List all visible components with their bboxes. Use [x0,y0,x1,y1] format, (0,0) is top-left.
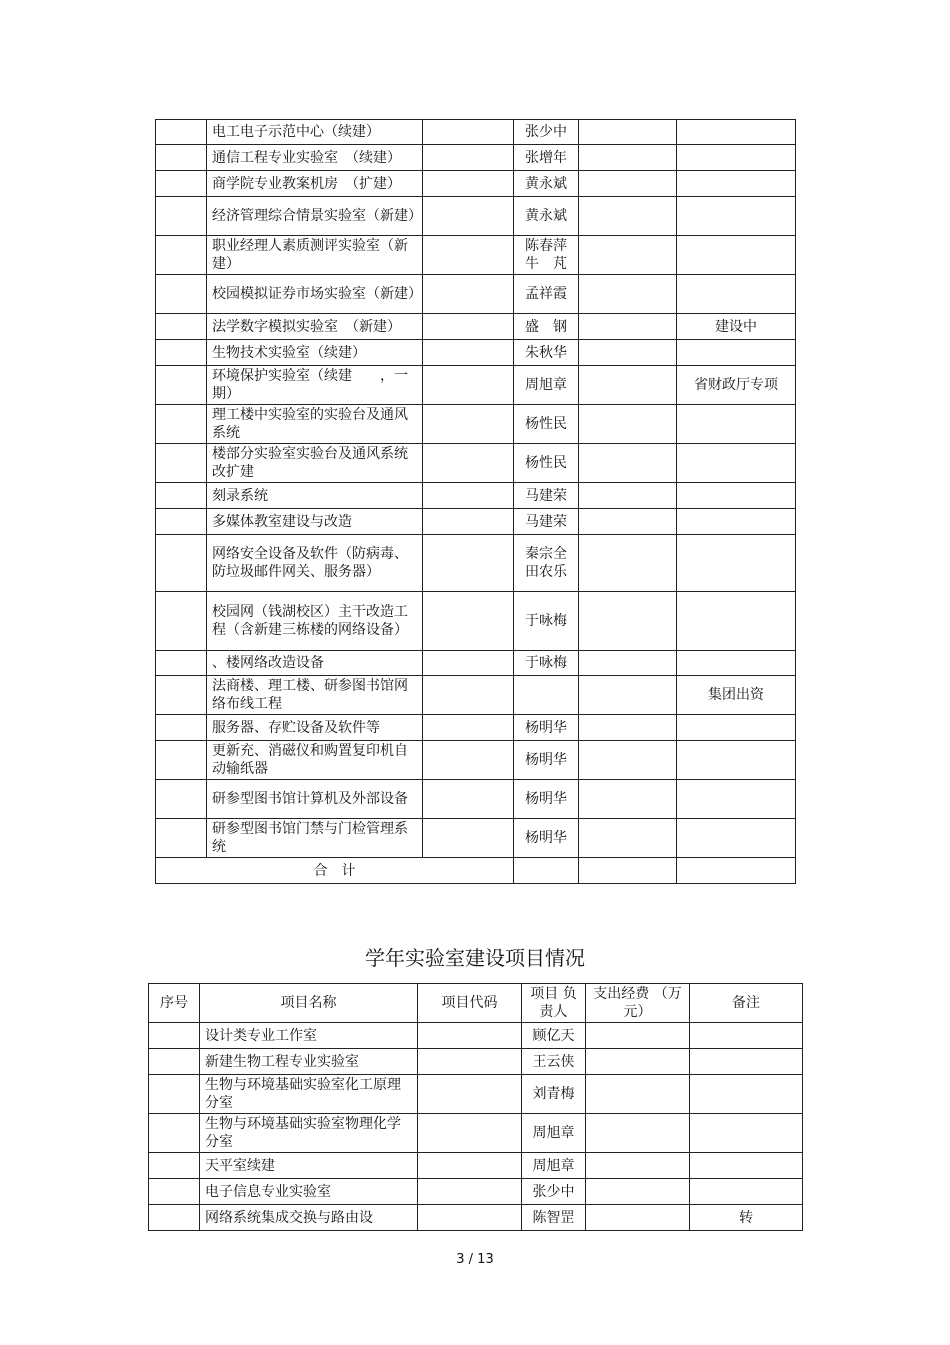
cell-cost [586,1114,690,1153]
cell-note [677,405,796,444]
table-row [156,741,796,780]
cell-cost [579,715,677,741]
cell-project-name: 新建生物工程专业实验室 [200,1049,418,1075]
cell-num [156,483,207,509]
cell-project-code [418,1179,522,1205]
project-table-body [149,984,803,1231]
cell-project-name: 电子信息专业实验室 [200,1179,418,1205]
table-row [149,1114,803,1153]
cell-project-code [423,819,514,858]
cell-person: 杨性民 [514,444,579,483]
table-row [156,366,796,405]
cell-project-name: 校园网（钱湖校区）主干改造工程（含新建三栋楼的网络设备） [207,592,423,651]
cell-note: 转 [690,1205,803,1231]
table-row [156,509,796,535]
cell-project-name: 理工楼中实验室的实验台及通风系统 [207,405,423,444]
cell-note [677,651,796,676]
cell-person: 杨明华 [514,780,579,819]
cell-project-code [423,314,514,340]
total-label: 合 计 [156,858,514,884]
table-row [156,340,796,366]
cell-cost [579,592,677,651]
cell-project-code [418,1049,522,1075]
cell-note [677,145,796,171]
cell-person: 秦宗全 田农乐 [514,535,579,592]
cell-note [677,120,796,145]
cell-project-name: 法学数字模拟实验室 （新建） [207,314,423,340]
cell-num [156,366,207,405]
cell-project-name: 生物与环境基础实验室物理化学分室 [200,1114,418,1153]
cell-cost [579,780,677,819]
cell-num [156,197,207,236]
project-table [148,983,803,1231]
cell-cost [586,1153,690,1179]
table-row [149,1023,803,1049]
table-row [156,676,796,715]
table-row [156,197,796,236]
cell-project-code [418,1205,522,1231]
cell-cost [579,275,677,314]
cell-project-code [423,651,514,676]
cell-project-code [423,197,514,236]
cell-cost [579,120,677,145]
cell-num [156,340,207,366]
cell-cost [579,509,677,535]
page-number: 3 / 13 [456,1252,494,1267]
cell-num [156,535,207,592]
cell-project-name: 网络安全设备及软件（防病毒、防垃圾邮件网关、服务器） [207,535,423,592]
table-row [156,444,796,483]
total-row [156,858,796,884]
cell-cost [579,676,677,715]
cell-project-code [423,145,514,171]
cell-num [149,1049,200,1075]
cell-person: 陈春萍 牛 芃 [514,236,579,275]
cell-note [677,197,796,236]
cell-cost [579,405,677,444]
total-person [514,858,579,884]
table-row [156,275,796,314]
cell-cost [579,366,677,405]
cell-cost [579,314,677,340]
header-note: 备注 [690,984,803,1023]
cell-person: 孟祥霞 [514,275,579,314]
cell-note [690,1114,803,1153]
cell-person: 张增年 [514,145,579,171]
cell-cost [579,236,677,275]
cell-note [690,1179,803,1205]
cell-num [156,405,207,444]
cell-person: 陈智罡 [522,1205,586,1231]
cell-project-name: 法商楼、理工楼、研参图书馆网络布线工程 [207,676,423,715]
cell-project-code [418,1075,522,1114]
cell-num [156,780,207,819]
cell-num [149,1153,200,1179]
cell-note: 省财政厅专项 [677,366,796,405]
header-cost: 支出经费 （万元） [586,984,690,1023]
cell-cost [579,483,677,509]
cell-num [156,314,207,340]
table-row [156,535,796,592]
cell-project-code [423,780,514,819]
cell-cost [586,1205,690,1231]
cell-person: 杨性民 [514,405,579,444]
cell-num [156,275,207,314]
cell-project-name: 通信工程专业实验室 （续建） [207,145,423,171]
cell-project-code [423,715,514,741]
cell-note: 建设中 [677,314,796,340]
cell-note [677,483,796,509]
cell-num [156,592,207,651]
header-project-code: 项目代码 [418,984,522,1023]
cell-project-name: 刻录系统 [207,483,423,509]
cell-project-name: 网络系统集成交换与路由设 [200,1205,418,1231]
cell-project-code [423,592,514,651]
cell-project-name: 研参型图书馆门禁与门检管理系统 [207,819,423,858]
cell-project-name: 职业经理人素质测评实验室（新建） [207,236,423,275]
table-row [156,171,796,197]
project-table-continued [155,119,796,884]
cell-project-code [418,1023,522,1049]
cell-note [677,340,796,366]
cell-num [156,651,207,676]
table-row [156,314,796,340]
total-cost [579,858,677,884]
cell-person: 于咏梅 [514,651,579,676]
header-project-name: 项目名称 [200,984,418,1023]
cell-note [690,1075,803,1114]
cell-num [149,1114,200,1153]
table-row [156,819,796,858]
cell-person: 张少中 [514,120,579,145]
cell-project-name: 、楼网络改造设备 [207,651,423,676]
cell-person: 朱秋华 [514,340,579,366]
cell-num [149,1205,200,1231]
cell-project-name: 校园模拟证券市场实验室（新建） [207,275,423,314]
table-row [156,651,796,676]
table-row [156,405,796,444]
cell-note [690,1023,803,1049]
cell-num [156,676,207,715]
cell-person: 马建荣 [514,483,579,509]
cell-note [677,236,796,275]
cell-person: 周旭章 [522,1114,586,1153]
header-row [149,984,803,1023]
cell-person: 周旭章 [514,366,579,405]
cell-note [677,509,796,535]
cell-num [156,444,207,483]
cell-project-code [423,535,514,592]
cell-note [677,592,796,651]
cell-project-code [423,676,514,715]
cell-project-name: 生物技术实验室（续建） [207,340,423,366]
cell-person: 刘青梅 [522,1075,586,1114]
cell-note [677,741,796,780]
cell-project-name: 研参型图书馆计算机及外部设备 [207,780,423,819]
cell-project-code [423,236,514,275]
cell-note [677,819,796,858]
cell-project-name: 电工电子示范中心（续建） [207,120,423,145]
cell-project-code [423,741,514,780]
cell-num [156,509,207,535]
cell-project-code [423,340,514,366]
cell-cost [586,1049,690,1075]
table-row [156,236,796,275]
cell-project-code [418,1153,522,1179]
section-title: 学年实验室建设项目情况 [365,946,585,970]
total-note [677,858,796,884]
cell-num [156,145,207,171]
cell-person: 盛 钢 [514,314,579,340]
cell-cost [586,1075,690,1114]
cell-note [677,171,796,197]
cell-num [156,741,207,780]
cell-cost [579,741,677,780]
cell-project-code [423,405,514,444]
table-row [156,780,796,819]
cell-project-code [418,1114,522,1153]
table-row [156,592,796,651]
cell-person: 张少中 [522,1179,586,1205]
cell-person: 马建荣 [514,509,579,535]
cell-project-name: 多媒体教室建设与改造 [207,509,423,535]
cell-person: 王云侠 [522,1049,586,1075]
cell-cost [579,171,677,197]
cell-project-name: 天平室续建 [200,1153,418,1179]
cell-person [514,676,579,715]
cell-person: 黄永斌 [514,171,579,197]
table-row [156,715,796,741]
cell-project-code [423,509,514,535]
cell-cost [579,651,677,676]
cell-cost [579,535,677,592]
cell-num [156,236,207,275]
cell-num [156,819,207,858]
cell-cost [579,197,677,236]
cell-num [149,1023,200,1049]
cell-note [677,780,796,819]
table-row [149,1153,803,1179]
cell-cost [579,819,677,858]
cell-project-code [423,171,514,197]
cell-project-code [423,275,514,314]
table-row [156,483,796,509]
header-num: 序号 [149,984,200,1023]
cell-note [677,444,796,483]
cell-project-name: 商学院专业教案机房 （扩建） [207,171,423,197]
cell-project-name: 楼部分实验室实验台及通风系统改扩建 [207,444,423,483]
cell-note [690,1153,803,1179]
cell-note [677,535,796,592]
cell-project-code [423,444,514,483]
cell-person: 顾亿天 [522,1023,586,1049]
table-row [156,120,796,145]
cell-person: 周旭章 [522,1153,586,1179]
cell-num [149,1179,200,1205]
cell-project-code [423,120,514,145]
cell-project-code [423,483,514,509]
cell-person: 杨明华 [514,819,579,858]
cell-project-name: 环境保护实验室（续建 ，一期） [207,366,423,405]
cell-cost [586,1023,690,1049]
cell-num [156,171,207,197]
cell-num [149,1075,200,1114]
cell-project-name: 服务器、存贮设备及软件等 [207,715,423,741]
cell-project-name: 更新充、消磁仪和购置复印机自动输纸器 [207,741,423,780]
table-row [149,1075,803,1114]
project-table-body [156,120,796,884]
cell-project-name: 经济管理综合情景实验室（新建） [207,197,423,236]
table-row [156,145,796,171]
cell-project-code [423,366,514,405]
cell-cost [586,1179,690,1205]
table-row [149,1179,803,1205]
cell-project-name: 设计类专业工作室 [200,1023,418,1049]
header-person: 项目 负责人 [522,984,586,1023]
cell-note [677,275,796,314]
cell-project-name: 生物与环境基础实验室化工原理分室 [200,1075,418,1114]
cell-cost [579,340,677,366]
cell-cost [579,145,677,171]
cell-person: 杨明华 [514,715,579,741]
cell-person: 杨明华 [514,741,579,780]
cell-person: 黄永斌 [514,197,579,236]
cell-note: 集团出资 [677,676,796,715]
cell-num [156,715,207,741]
cell-note [690,1049,803,1075]
table-row [149,1049,803,1075]
cell-num [156,120,207,145]
cell-cost [579,444,677,483]
table-row [149,1205,803,1231]
cell-person: 于咏梅 [514,592,579,651]
cell-note [677,715,796,741]
